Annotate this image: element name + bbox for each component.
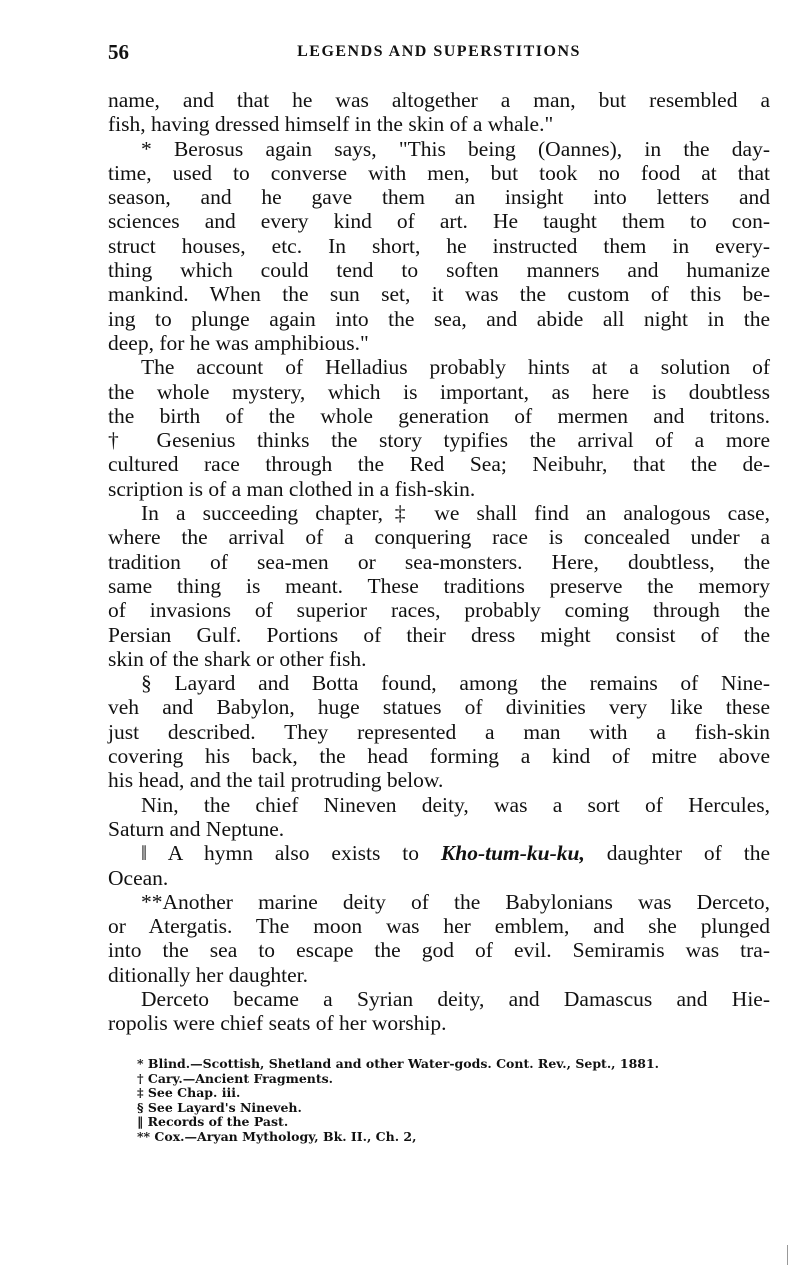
text-line bbox=[108, 623, 770, 647]
text-line bbox=[108, 380, 770, 404]
text-line bbox=[108, 355, 770, 379]
scan-edge-mark bbox=[787, 1245, 788, 1265]
line-text: thing which could tend to soften manners and humanize bbox=[108, 258, 770, 283]
text-line bbox=[108, 234, 770, 258]
text-line bbox=[108, 938, 770, 962]
line-text: skin of the shark or other fish. bbox=[108, 646, 367, 671]
line-text: scription is of a man clothed in a fish-skin. bbox=[108, 476, 476, 501]
text-line bbox=[108, 866, 770, 890]
footnote: ‖ Records of the Past. bbox=[137, 1114, 289, 1129]
text-line bbox=[108, 817, 770, 841]
line-text: In a succeeding chapter,‡ we shall find an analogous case, bbox=[141, 501, 770, 526]
italic-name: Kho-tum-ku-ku, bbox=[440, 841, 585, 866]
footnote: * Blind.—Scottish, Shetland and other Water-gods. Cont. Rev., Sept., 1881. bbox=[137, 1056, 660, 1071]
text-line bbox=[108, 404, 770, 428]
text-line bbox=[108, 501, 770, 525]
line-text: name, and that he was altogether a man, but resembled a bbox=[108, 88, 770, 112]
text-line bbox=[108, 598, 770, 622]
text-line bbox=[108, 137, 770, 161]
page-header bbox=[108, 40, 770, 64]
text-line bbox=[108, 185, 770, 209]
text-line bbox=[108, 88, 770, 112]
text-line bbox=[108, 1011, 770, 1035]
text-line bbox=[108, 477, 770, 501]
line-text: ing to plunge again into the sea, and abide all night in the bbox=[108, 306, 770, 331]
footnote: ‡ See Chap. iii. bbox=[137, 1085, 241, 1100]
line-text: Ocean. bbox=[108, 865, 169, 890]
text-line bbox=[108, 963, 770, 987]
line-text: covering his back, the head forming a kind of mitre above bbox=[108, 744, 770, 769]
footnote: † Cary.—Ancient Fragments. bbox=[137, 1070, 334, 1086]
line-text: sciences and every kind of art. He taught them to con- bbox=[108, 209, 770, 234]
text-line bbox=[108, 841, 770, 865]
line-text: of invasions of superior races, probably coming through the bbox=[108, 598, 770, 623]
text-line bbox=[108, 720, 770, 744]
line-text: where the arrival of a conquering race is concealed under a bbox=[108, 525, 770, 550]
text-line bbox=[108, 258, 770, 282]
line-text: same thing is meant. These traditions preserve the memory bbox=[108, 573, 770, 598]
text-line bbox=[108, 987, 770, 1011]
line-text: fish, having dressed himself in the skin of a whale." bbox=[108, 112, 554, 137]
line-text: or Atergatis. The moon was her emblem, and she plunged bbox=[108, 914, 770, 939]
text-line bbox=[108, 282, 770, 306]
line-text: The account of Helladius probably hints at a solution of bbox=[141, 355, 770, 380]
line-text: § Layard and Botta found, among the remains of Nine- bbox=[141, 671, 770, 696]
text-line bbox=[108, 331, 770, 355]
line-text: just described. They represented a man with a fish-skin bbox=[108, 719, 770, 744]
text-line bbox=[108, 695, 770, 719]
line-text: * Berosus again says, "This being (Oannes), in the day- bbox=[141, 136, 770, 161]
line-text: into the sea to escape the god of evil. Semiramis was tra- bbox=[108, 938, 770, 963]
line-text: ditionally her daughter. bbox=[108, 962, 309, 987]
line-text: his head, and the tail protruding below. bbox=[108, 768, 444, 793]
page-number: 56 bbox=[108, 40, 129, 64]
line-text: deep, for he was amphibious." bbox=[108, 330, 369, 355]
line-text: the birth of the whole generation of mermen and tritons. bbox=[108, 403, 770, 428]
line-text: mankind. When the sun set, it was the custom of this be- bbox=[108, 282, 770, 307]
line-text: struct houses, etc. In short, he instructed them in every- bbox=[108, 233, 770, 258]
text-line bbox=[108, 574, 770, 598]
line-text: ropolis were chief seats of her worship. bbox=[108, 1011, 447, 1036]
text-line bbox=[108, 647, 770, 671]
text-line bbox=[108, 914, 770, 938]
footnotes bbox=[137, 1057, 777, 1144]
line-text: cultured race through the Red Sea; Neibuhr, that the de- bbox=[108, 452, 770, 477]
footnote: § See Layard's Nineveh. bbox=[137, 1099, 302, 1115]
text-line bbox=[108, 307, 770, 331]
line-text: Persian Gulf. Portions of their dress might consist of the bbox=[108, 622, 770, 647]
text-line bbox=[108, 671, 770, 695]
running-head: LEGENDS AND SUPERSTITIONS bbox=[297, 43, 581, 60]
line-text: time, used to converse with men, but took no food at that bbox=[108, 160, 770, 185]
text-line bbox=[108, 209, 770, 233]
text-line bbox=[108, 525, 770, 549]
text-line bbox=[108, 161, 770, 185]
text-line bbox=[108, 793, 770, 817]
line-text: **Another marine deity of the Babylonians was Derceto, bbox=[141, 889, 770, 914]
line-text: Nin, the chief Nineven deity, was a sort of Hercules, bbox=[141, 792, 770, 817]
text-line bbox=[108, 452, 770, 476]
line-text: Derceto became a Syrian deity, and Damascus and Hie- bbox=[141, 986, 770, 1011]
line-text: season, and he gave them an insight into letters and bbox=[108, 185, 770, 210]
line-text: veh and Babylon, huge statues of divinities very like these bbox=[108, 695, 770, 720]
text-line bbox=[108, 768, 770, 792]
line-text: ‖ A hymn also exists to bbox=[141, 841, 441, 866]
line-text: daughter of the bbox=[584, 841, 770, 866]
text-line bbox=[108, 550, 770, 574]
line-text: Saturn and Neptune. bbox=[108, 816, 285, 841]
line-text: † Gesenius thinks the story typifies the arrival of a more bbox=[108, 428, 770, 453]
text-line bbox=[108, 744, 770, 768]
line-text: tradition of sea-men or sea-monsters. Here, doubtless, the bbox=[108, 549, 770, 574]
text-line bbox=[108, 428, 770, 452]
text-line bbox=[108, 112, 770, 136]
footnote: ** Cox.—Aryan Mythology, Bk. II., Ch. 2, bbox=[137, 1128, 417, 1144]
text-line bbox=[108, 890, 770, 914]
line-text: the whole mystery, which is important, as here is doubtless bbox=[108, 379, 770, 404]
body-text bbox=[108, 88, 770, 1036]
